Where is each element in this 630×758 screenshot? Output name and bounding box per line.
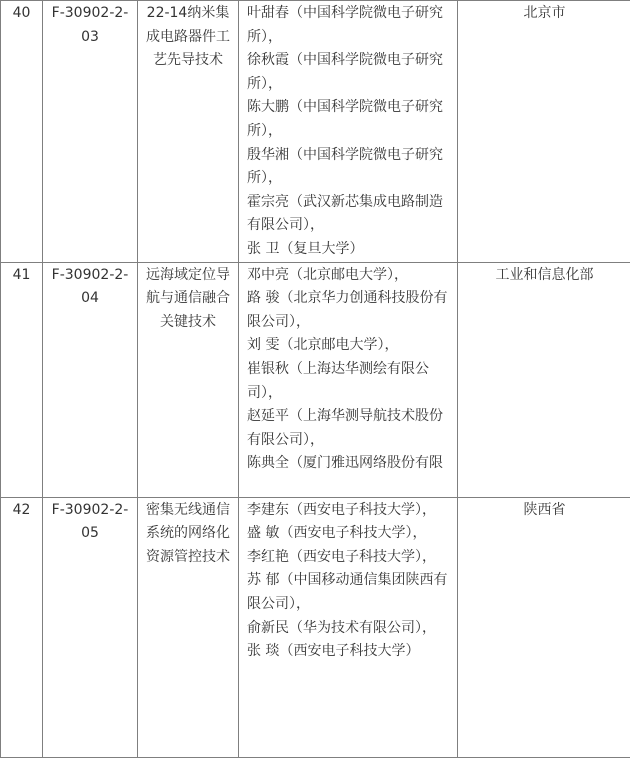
person-entry: 殷华湘（中国科学院微电子研究所）， bbox=[247, 144, 449, 191]
person-entry: 邓中亮（北京邮电大学）， bbox=[247, 264, 449, 288]
person-entry: 陈大鹏（中国科学院微电子研究所）， bbox=[247, 96, 449, 143]
project-id: F-30902-2-05 bbox=[43, 497, 138, 757]
project-name: 远海域定位导航与通信融合关键技术 bbox=[138, 262, 239, 497]
table-row bbox=[1, 262, 630, 497]
project-id: F-30902-2-04 bbox=[43, 262, 138, 497]
people-cell bbox=[239, 497, 458, 757]
person-entry: 叶甜春（中国科学院微电子研究所）， bbox=[247, 2, 449, 49]
table-row bbox=[1, 1, 630, 263]
project-name: 22-14纳米集成电路器件工艺先导技术 bbox=[138, 1, 239, 263]
nominating-unit: 陕西省 bbox=[458, 497, 630, 757]
person-entry: 崔银秋（上海达华测绘有限公司）， bbox=[247, 358, 449, 405]
person-entry: 霍宗亮（武汉新芯集成电路制造有限公司）， bbox=[247, 191, 449, 238]
project-name: 密集无线通信系统的网络化资源管控技术 bbox=[138, 497, 239, 757]
row-number: 42 bbox=[1, 497, 43, 757]
person-entry: 赵延平（上海华测导航技术股份有限公司）， bbox=[247, 405, 449, 452]
person-entry: 苏 郁（中国移动通信集团陕西有限公司）， bbox=[247, 569, 449, 616]
person-entry: 刘 雯（北京邮电大学）， bbox=[247, 334, 449, 358]
person-entry: 李红艳（西安电子科技大学）， bbox=[247, 546, 449, 570]
people-cell bbox=[239, 262, 458, 497]
project-id: F-30902-2-03 bbox=[43, 1, 138, 263]
person-entry: 路 骏（北京华力创通科技股份有限公司）， bbox=[247, 287, 449, 334]
nominating-unit: 工业和信息化部 bbox=[458, 262, 630, 497]
people-cell bbox=[239, 1, 458, 263]
person-entry: 李建东（西安电子科技大学）， bbox=[247, 499, 449, 523]
row-number: 40 bbox=[1, 1, 43, 263]
person-entry: 陈典全（厦门雅迅网络股份有限 bbox=[247, 452, 449, 476]
person-entry: 徐秋霞（中国科学院微电子研究所）， bbox=[247, 49, 449, 96]
person-entry: 盛 敏（西安电子科技大学）， bbox=[247, 522, 449, 546]
row-number: 41 bbox=[1, 262, 43, 497]
person-entry: 俞新民（华为技术有限公司）， bbox=[247, 617, 449, 641]
nominating-unit: 北京市 bbox=[458, 1, 630, 263]
person-entry: 张 卫（复旦大学） bbox=[247, 238, 449, 262]
table-row bbox=[1, 497, 630, 757]
person-entry: 张 琰（西安电子科技大学） bbox=[247, 640, 449, 664]
